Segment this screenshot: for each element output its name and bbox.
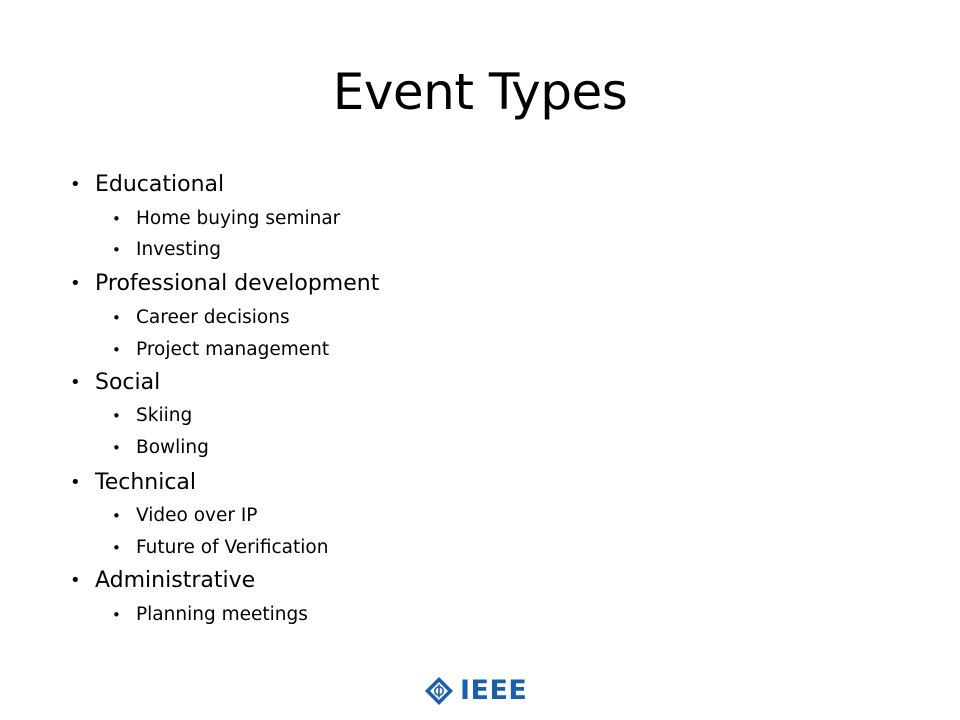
bullet-icon: • bbox=[70, 174, 81, 195]
bullet-icon: • bbox=[112, 507, 121, 525]
slide-title: Event Types bbox=[332, 63, 628, 121]
bullet-icon: • bbox=[112, 241, 121, 259]
sub-list-item-label: Career decisions bbox=[136, 307, 290, 328]
sub-list-item-label: Future of Verification bbox=[136, 537, 329, 558]
ieee-logo bbox=[424, 674, 539, 708]
sub-list-item-label: Video over IP bbox=[136, 505, 258, 526]
sub-list-item-label: Skiing bbox=[136, 405, 193, 426]
bullet-icon: • bbox=[112, 606, 121, 624]
bullet-icon: • bbox=[112, 439, 121, 457]
bullet-icon: • bbox=[70, 273, 81, 294]
sub-list-item-label: Investing bbox=[136, 239, 222, 260]
list-item-label: Professional development bbox=[95, 271, 380, 296]
bullet-icon: • bbox=[112, 341, 121, 359]
bullet-icon: • bbox=[112, 210, 121, 228]
bullet-icon: • bbox=[70, 372, 81, 393]
bullet-icon: • bbox=[70, 570, 81, 591]
ieee-diamond-icon bbox=[424, 676, 454, 706]
list-item-label: Educational bbox=[95, 172, 225, 197]
sub-list-item-label: Project management bbox=[136, 339, 330, 360]
list-item-label: Technical bbox=[95, 470, 197, 495]
ieee-logo-text: IEEE bbox=[460, 675, 528, 706]
list-item-label: Administrative bbox=[95, 568, 256, 593]
bullet-icon: • bbox=[112, 539, 121, 557]
bullet-icon: • bbox=[112, 407, 121, 425]
sub-list-item-label: Planning meetings bbox=[136, 604, 308, 625]
sub-list-item-label: Home buying seminar bbox=[136, 208, 341, 229]
sub-list-item-label: Bowling bbox=[136, 437, 209, 458]
bullet-icon: • bbox=[70, 472, 81, 493]
bullet-icon: • bbox=[112, 309, 121, 327]
list-item-label: Social bbox=[95, 370, 161, 395]
